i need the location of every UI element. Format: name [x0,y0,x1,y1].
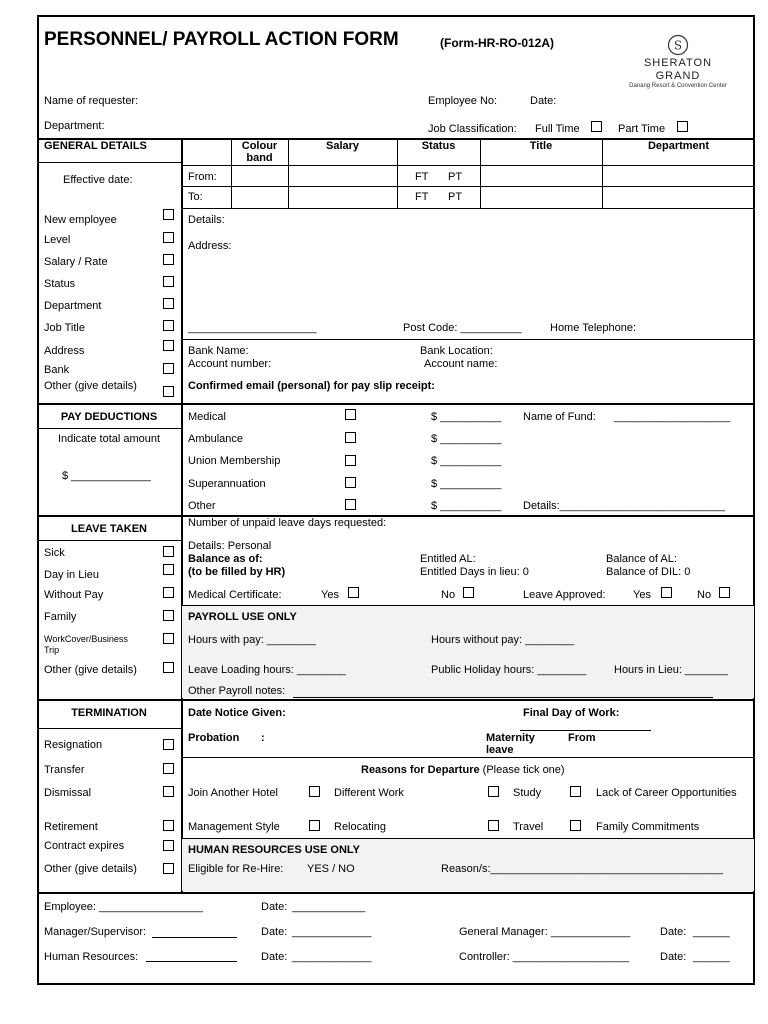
term-transfer: Transfer [44,764,85,776]
account-name-label: Account name: [424,358,498,370]
row-from-label: From: [188,171,217,183]
leave-approved-label: Leave Approved: [523,589,606,601]
department-checkbox[interactable] [163,298,174,309]
hours-without-pay: Hours without pay: ________ [431,634,575,646]
address-label: Address: [188,240,232,252]
sig-general-manager: General Manager: _____________ [459,926,631,938]
different-work-checkbox[interactable] [488,786,499,797]
job-title-checkbox[interactable] [163,320,174,331]
sig-manager-line [152,937,237,938]
col-department: Department [647,140,710,152]
superannuation-checkbox[interactable] [345,477,356,488]
left-column-divider [181,138,183,892]
travel-checkbox[interactable] [570,820,581,831]
table-header-line [181,165,755,166]
join-another-hotel-checkbox[interactable] [309,786,320,797]
sheraton-logo [617,33,737,93]
approved-no-label: No [697,589,712,601]
full-time-label: Full Time [535,123,580,135]
relocating-checkbox[interactable] [488,820,499,831]
sig-controller: Controller: ___________________ [459,951,630,963]
sig-gm-date-label: Date: [660,926,687,938]
leave-other: Other (give details) [44,664,137,676]
other-termination-checkbox[interactable] [163,863,174,874]
reasons-top-line [181,757,755,758]
approved-yes-label: Yes [633,589,651,601]
leave-workcover-trip: Trip [44,645,60,655]
department-label: Department: [44,120,105,132]
ambulance-checkbox[interactable] [345,432,356,443]
ambulance-amount: $ __________ [431,433,502,445]
filled-by-hr-label: (to be filled by HR) [188,566,286,578]
part-time-checkbox[interactable] [677,121,688,132]
leave-sick: Sick [44,547,65,559]
without-pay-checkbox[interactable] [163,587,174,598]
sig-controller-date-line: ______ [693,951,730,963]
term-other: Other (give details) [44,863,137,875]
final-day-line [520,730,651,731]
entitled-al-label: Entitled AL: [420,553,476,565]
address-line: _____________________ [188,322,317,334]
medical-amount: $ __________ [431,411,502,423]
balance-dil-value: Balance of DIL: 0 [606,566,691,578]
balance-al-label: Balance of AL: [606,553,677,565]
maternity-from-label: From [568,732,596,744]
employee-no-label: Employee No: [428,95,498,107]
new-employee-checkbox[interactable] [163,209,174,220]
approved-no-checkbox[interactable] [719,587,730,598]
salary-rate-checkbox[interactable] [163,254,174,265]
table-bottom-line [181,208,755,209]
sig-manager-date-line: _____________ [292,926,372,938]
general-heading-underline [37,162,181,163]
item-other: Other (give details) [44,380,137,392]
payroll-top-line [181,605,755,606]
sheraton-emblem-icon [617,33,737,59]
sig-hr-date-label: Date: [261,951,288,963]
term-contract-expires: Contract expires [44,840,125,852]
sig-hr-date-line: _____________ [292,951,372,963]
sig-hr-line [146,961,237,962]
details-personal-label: Details: Personal [188,540,272,552]
bank-location-label: Bank Location: [420,345,493,357]
row-to-ft: FT [415,191,429,203]
reason-join-another-hotel: Join Another Hotel [188,787,278,799]
management-style-checkbox[interactable] [309,820,320,831]
hr-use-only-heading: HUMAN RESOURCES USE ONLY [188,844,360,856]
bank-name-label: Bank Name: [188,345,249,357]
deduction-details: Details:___________________________ [523,500,725,512]
leave-taken-heading: LEAVE TAKEN [71,523,147,535]
final-day-label: Final Day of Work: [523,707,620,719]
sig-employee-date-line: ____________ [292,901,366,913]
item-bank: Bank [44,364,70,376]
divider-leave [37,515,755,517]
bank-checkbox[interactable] [163,363,174,374]
hours-with-pay: Hours with pay: ________ [188,634,316,646]
probation-colon: : [261,732,265,744]
other-deduction-checkbox[interactable] [345,499,356,510]
resignation-checkbox[interactable] [163,739,174,750]
logo-brand-1: SHERATON [643,57,713,69]
other-details-checkbox[interactable] [163,386,174,397]
other-payroll-notes: Other Payroll notes: [188,685,286,697]
entitled-lieu-value: Entitled Days in lieu: 0 [420,566,529,578]
deduction-superannuation: Superannuation [188,478,266,490]
fund-name-label: Name of Fund: [523,411,596,423]
reason-different-work: Different Work [334,787,404,799]
logo-brand-2: GRAND [655,70,701,82]
job-classification-label: Job Classification: [428,123,517,135]
term-retirement: Retirement [44,821,98,833]
sig-manager-date-label: Date: [261,926,288,938]
probation-label: Probation [188,732,240,744]
rehire-label: Eligible for Re-Hire: [188,863,284,875]
payroll-use-only-heading: PAYROLL USE ONLY [188,611,297,623]
deduction-union: Union Membership [188,455,281,467]
union-amount: $ __________ [431,455,502,467]
payroll-notes-line [293,697,713,698]
general-details-heading: GENERAL DETAILS [44,140,147,152]
deduction-other: Other [188,500,216,512]
divider-deductions [37,403,755,405]
maternity-label-1: Maternity [486,732,535,744]
term-dismissal: Dismissal [44,787,92,799]
reason-lack-of-career: Lack of Career Opportunities [596,787,737,799]
sig-employee: Employee: _________________ [44,901,204,913]
deduction-medical: Medical [188,411,226,423]
retirement-checkbox[interactable] [163,820,174,831]
workcover-checkbox[interactable] [163,633,174,644]
leave-workcover: WorkCover/Business [44,634,128,644]
col-colour-band-2: band [246,152,273,164]
col-colour-band-1: Colour [241,140,278,152]
col-title: Title [529,140,553,152]
deductions-heading-underline [37,428,181,429]
status-checkbox[interactable] [163,276,174,287]
medical-checkbox[interactable] [345,409,356,420]
transfer-checkbox[interactable] [163,763,174,774]
leave-day-in-lieu: Day in Lieu [44,569,100,581]
leave-without-pay: Without Pay [44,589,104,601]
rehire-reasons: Reason/s:______________________________________ [441,863,723,875]
termination-heading: TERMINATION [71,707,147,719]
fund-name-line: ___________________ [614,411,731,423]
superannuation-amount: $ __________ [431,478,502,490]
reason-study: Study [513,787,542,799]
maternity-label-2: leave [486,744,514,756]
sig-controller-date-label: Date: [660,951,687,963]
reason-management-style: Management Style [188,821,280,833]
leave-heading-underline [37,540,181,541]
medical-certificate-label: Medical Certificate: [188,589,282,601]
divider-termination [37,699,755,701]
item-salary-rate: Salary / Rate [44,256,108,268]
termination-heading-underline [37,728,181,729]
approved-yes-checkbox[interactable] [661,587,672,598]
level-checkbox[interactable] [163,232,174,243]
row-from-pt: PT [448,171,463,183]
pay-deductions-heading: PAY DEDUCTIONS [60,411,158,423]
reasons-heading-bold: Reasons for Departure [361,764,480,776]
requester-label: Name of requester: [44,95,139,107]
item-address: Address [44,345,85,357]
reason-relocating: Relocating [334,821,386,833]
leave-family: Family [44,611,77,623]
date-notice-label: Date Notice Given: [188,707,286,719]
sig-manager: Manager/Supervisor: [44,926,147,938]
details-label: Details: [188,214,225,226]
home-telephone-label: Home Telephone: [550,322,637,334]
other-leave-checkbox[interactable] [163,662,174,673]
indicate-total-label: Indicate total amount [57,433,161,445]
form-title: PERSONNEL/ PAYROLL ACTION FORM [44,29,399,50]
total-amount-field: $ _____________ [62,470,151,482]
item-new-employee: New employee [44,214,117,226]
rehire-yes-no: YES / NO [307,863,355,875]
reason-travel: Travel [513,821,544,833]
med-cert-yes-label: Yes [321,589,339,601]
leave-loading-hours: Leave Loading hours: ________ [188,664,346,676]
item-department: Department [44,300,102,312]
account-number-label: Account number: [188,358,272,370]
day-in-lieu-checkbox[interactable] [163,564,174,575]
svg-text:S: S [673,38,683,53]
date-label: Date: [530,95,557,107]
col-status: Status [421,140,456,152]
table-row-line [181,186,755,187]
reasons-heading [361,764,565,776]
unpaid-leave-label: Number of unpaid leave days requested: [188,517,387,529]
balance-as-of-label: Balance as of: [188,553,263,565]
sig-gm-date-line: ______ [693,926,730,938]
divider-signatures [37,892,755,894]
item-status: Status [44,278,76,290]
other-amount: $ __________ [431,500,502,512]
reason-family-commitments: Family Commitments [596,821,700,833]
med-cert-no-label: No [441,589,456,601]
sig-human-resources: Human Resources: [44,951,139,963]
email-label: Confirmed email (personal) for pay slip receipt: [188,380,435,392]
dismissal-checkbox[interactable] [163,786,174,797]
row-from-ft: FT [415,171,429,183]
deduction-ambulance: Ambulance [188,433,244,445]
hours-in-lieu: Hours in Lieu: _______ [614,664,728,676]
hr-top-line [181,838,755,839]
post-code-field: Post Code: __________ [403,322,522,334]
contract-expires-checkbox[interactable] [163,840,174,851]
address-checkbox[interactable] [163,340,174,351]
reasons-instruction: (Please tick one) [482,764,565,776]
union-checkbox[interactable] [345,455,356,466]
effective-date-label: Effective date: [63,174,133,186]
part-time-label: Part Time [618,123,666,135]
row-to-pt: PT [448,191,463,203]
col-salary: Salary [325,140,360,152]
item-job-title: Job Title [44,322,85,334]
term-resignation: Resignation [44,739,103,751]
family-checkbox[interactable] [163,610,174,621]
sig-employee-date-label: Date: [261,901,288,913]
logo-tagline: Danang Resort & Convention Center [629,83,727,89]
med-cert-yes-checkbox[interactable] [348,587,359,598]
study-checkbox[interactable] [570,786,581,797]
row-to-label: To: [188,191,203,203]
item-level: Level [44,234,71,246]
sick-checkbox[interactable] [163,546,174,557]
med-cert-no-checkbox[interactable] [463,587,474,598]
public-holiday-hours: Public Holiday hours: ________ [431,664,587,676]
bank-divider [181,339,755,340]
form-code: (Form-HR-RO-012A) [440,36,554,50]
full-time-checkbox[interactable] [591,121,602,132]
